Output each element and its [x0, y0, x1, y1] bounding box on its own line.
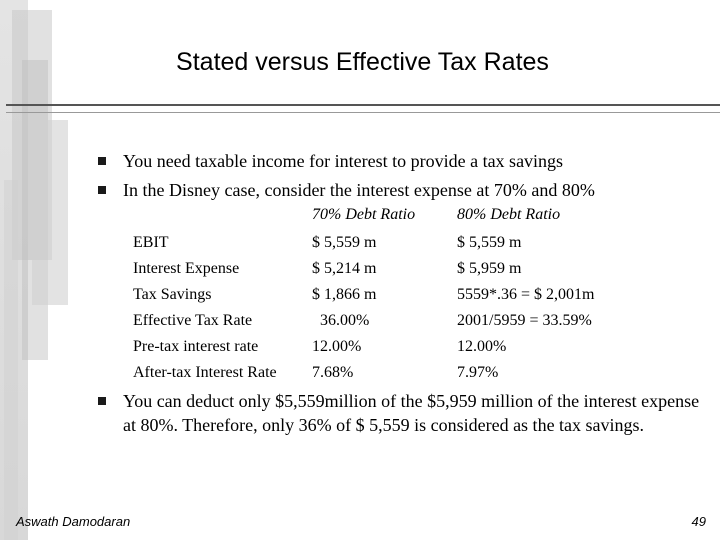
row-label: Effective Tax Rate [133, 312, 253, 329]
bullet-text: In the Disney case, consider the interest expense at 70% and 80% [123, 180, 595, 200]
table-header-70: 70% Debt Ratio [312, 206, 416, 223]
cell-80: 12.00% [457, 338, 507, 355]
side-decoration [32, 120, 68, 305]
table-column-70 [312, 230, 376, 386]
slide-title: Stated versus Effective Tax Rates [176, 48, 549, 76]
cell-70: $ 5,559 m [312, 234, 377, 251]
cell-80: $ 5,959 m [457, 260, 522, 277]
bullet-text: You need taxable income for interest to provide a tax savings [123, 151, 564, 171]
table-header-80: 80% Debt Ratio [457, 206, 561, 223]
row-label: Tax Savings [133, 286, 212, 303]
table-column-80 [457, 230, 594, 386]
cell-80: 5559*.36 = $ 2,001m [457, 286, 595, 303]
cell-70: 7.68% [312, 364, 354, 381]
bullet-text: You can deduct only $5,559million of the $5,959 million of the interest expense at 80%. Therefore, only 36% of $ 5,559 is considered as the tax savings. [123, 391, 700, 435]
bullet-square-icon [98, 397, 106, 405]
bullet-square-icon [98, 186, 106, 194]
title-divider-thin [6, 112, 720, 113]
cell-70: 36.00% [320, 312, 370, 329]
cell-80: 2001/5959 = 33.59% [457, 312, 592, 329]
side-decoration [4, 180, 18, 540]
cell-80: $ 5,559 m [457, 234, 522, 251]
table-labels [133, 230, 277, 386]
row-label: Pre-tax interest rate [133, 338, 259, 355]
row-label: EBIT [133, 234, 169, 251]
cell-70: 12.00% [312, 338, 362, 355]
cell-70: $ 1,866 m [312, 286, 377, 303]
row-label: Interest Expense [133, 260, 240, 277]
cell-80: 7.97% [457, 364, 499, 381]
bullet-square-icon [98, 157, 106, 165]
title-divider [6, 104, 720, 106]
footer-author: Aswath Damodaran [16, 514, 131, 529]
page-number: 49 [691, 514, 706, 529]
row-label: After-tax Interest Rate [133, 364, 277, 381]
cell-70: $ 5,214 m [312, 260, 377, 277]
